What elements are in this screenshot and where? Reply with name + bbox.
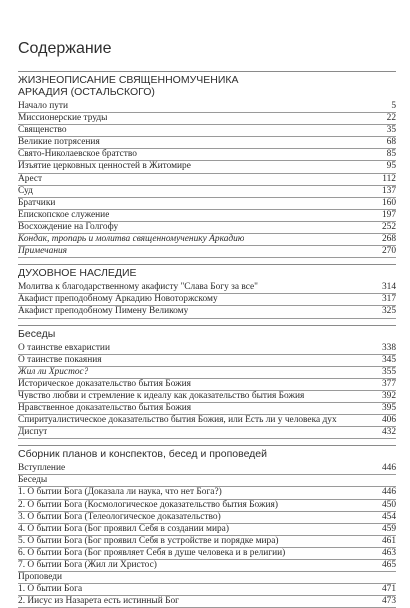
toc-entry-title: Священство: [18, 125, 67, 136]
toc-entry-page: 35: [386, 125, 396, 136]
toc-entry-title: Акафист преподобному Пимену Великому: [18, 306, 189, 317]
toc-entry: [18, 391, 396, 403]
toc-entry-page: 270: [381, 246, 396, 257]
toc-entry: [18, 137, 396, 149]
toc-entry: [18, 198, 396, 210]
toc-entry-title: Проповеди: [18, 572, 63, 583]
toc-entry-title: Начало пути: [18, 101, 69, 111]
toc-entry-page: 454: [381, 511, 396, 522]
toc-entry-page: 338: [381, 342, 396, 353]
section-heading: [18, 71, 396, 98]
section-heading: [18, 445, 396, 460]
toc-entry: [18, 596, 396, 608]
toc-entry-page: 22: [386, 113, 396, 124]
toc-entry-title: Кондак, тропарь и молитва священномученику Аркадию: [18, 234, 245, 245]
toc-entry-page: 252: [381, 221, 396, 232]
toc-entry: [18, 294, 396, 306]
toc-entry: [18, 463, 396, 475]
toc-entry: [18, 367, 396, 379]
toc-entry-page: 473: [381, 596, 396, 607]
toc-entry: [18, 174, 396, 186]
toc-entry: [18, 524, 396, 536]
section-heading: [18, 264, 396, 279]
toc-entry: [18, 355, 396, 367]
toc-entry-title: О таинстве покаяния: [18, 354, 102, 365]
toc-entry-page: 463: [381, 547, 396, 558]
toc-entry-title: Вступление: [18, 463, 66, 474]
toc-entry-title: 1. О бытии Бога: [18, 584, 83, 595]
section-heading: [18, 325, 396, 340]
toc-entry: [18, 210, 396, 222]
toc-entry-page: 325: [381, 306, 396, 317]
toc-entry: [18, 500, 396, 512]
section-heading-line: ЖИЗНЕОПИСАНИЕ СВЯЩЕННОМУЧЕНИКА: [18, 74, 239, 86]
toc-entry-title: Епископское служение: [18, 209, 110, 220]
toc-entry-page: 465: [381, 560, 396, 570]
toc-entry: [18, 572, 396, 584]
toc-entry-page: 268: [381, 234, 396, 245]
toc-entry: [18, 403, 396, 415]
toc-entry-page: 85: [386, 149, 396, 160]
toc-entry-page: 345: [381, 354, 396, 365]
toc-entry: [18, 234, 396, 246]
toc-entry-title: 7. О бытии Бога (Жил ли Христос): [18, 560, 157, 570]
section-heading-line: АРКАДИЯ (ОСТАЛЬСКОГО): [18, 86, 155, 98]
toc-entry-page: 392: [381, 390, 396, 401]
toc-entry-title: 1. О бытии Бога (Доказала ли наука, что нет Бога?): [18, 487, 222, 498]
toc-entry-title: 3. О бытии Бога (Телеологическое доказательство): [18, 511, 221, 522]
toc-entry: [18, 282, 396, 294]
toc-entry-title: Свято-Николаевское братство: [18, 149, 137, 160]
toc-entry: [18, 246, 396, 258]
toc-entry-title: Диспут: [18, 427, 48, 438]
toc-entry-title: Жил ли Христос?: [18, 366, 89, 377]
section-heading-line: Беседы: [18, 327, 56, 340]
toc-entry-title: Примечания: [18, 246, 68, 257]
toc-entry-page: 137: [381, 185, 396, 196]
toc-entry-title: Изъятие церковных ценностей в Житомире: [18, 161, 191, 172]
toc-entry-page: 461: [381, 535, 396, 546]
toc-entry: [18, 560, 396, 572]
toc-entry-page: 446: [381, 487, 396, 498]
toc-entry: [18, 343, 396, 355]
toc-entry-title: О таинстве евхаристии: [18, 342, 110, 353]
toc-section: [18, 325, 396, 440]
toc-sections: [18, 71, 396, 608]
toc-entry-title: 5. О бытии Бога (Бог проявил Себя в устройстве и порядке мира): [18, 535, 279, 546]
toc-entry-page: 197: [381, 209, 396, 220]
toc-entry-page: 317: [381, 294, 396, 305]
toc-section: [18, 264, 396, 318]
toc-entry-page: 5: [391, 101, 396, 111]
toc-entry-title: Историческое доказательство бытия Божия: [18, 378, 191, 389]
toc-entry-title: Суд: [18, 185, 33, 196]
toc-entry: [18, 101, 396, 113]
toc-entry: [18, 487, 396, 499]
toc-entry-page: 314: [381, 282, 396, 293]
toc-entry-title: Молитва к благодарственному акафисту "Слава Богу за все": [18, 282, 258, 293]
toc-entry-title: Восхождение на Голгофу: [18, 221, 119, 232]
toc-entry: [18, 512, 396, 524]
toc-entry: [18, 584, 396, 596]
toc-entry-page: 95: [386, 161, 396, 172]
toc-entry: [18, 161, 396, 173]
toc-entry-page: 471: [381, 584, 396, 595]
toc-entry-page: 112: [382, 173, 396, 184]
toc-entry-page: 432: [381, 427, 396, 438]
toc-section: [18, 445, 396, 608]
toc-entry: [18, 222, 396, 234]
toc-entry: [18, 536, 396, 548]
toc-section: [18, 71, 396, 258]
toc-entry-page: 68: [386, 137, 396, 148]
toc-entry: [18, 149, 396, 161]
page-title: Содержание: [18, 40, 112, 57]
toc-entry-page: 377: [381, 378, 396, 389]
section-heading-line: ДУХОВНОЕ НАСЛЕДИЕ: [18, 267, 137, 280]
toc-entry-page: 160: [381, 197, 396, 208]
toc-entry-title: Нравственное доказательство бытия Божия: [18, 402, 192, 413]
toc-entry: [18, 306, 396, 318]
toc-entry-title: 2. О бытии Бога (Космологическое доказательство бытия Божия): [18, 499, 278, 510]
toc-entry: [18, 427, 396, 439]
toc-entry: [18, 113, 396, 125]
toc-entry: [18, 548, 396, 560]
toc-entry-title: Акафист преподобному Аркадию Новоторжскому: [18, 294, 218, 305]
toc-entry: [18, 415, 396, 427]
toc-entry-title: Братчики: [18, 197, 56, 208]
toc-entry-page: 355: [381, 366, 396, 377]
toc-entry-page: 450: [381, 499, 396, 510]
toc-entry-title: 4. О бытии Бога (Бог проявил Себя в создании мира): [18, 523, 229, 534]
toc-entry: [18, 125, 396, 137]
toc-entry: [18, 475, 396, 487]
toc-entry-title: Арест: [18, 173, 43, 184]
toc-entry-page: 406: [381, 415, 396, 426]
toc-entry-title: 2. Иисус из Назарета есть истинный Бог: [18, 596, 179, 607]
toc-entry-title: Чувство любви и стремление к идеалу как доказательство бытия Божия: [18, 390, 305, 401]
toc-entry-page: 446: [381, 463, 396, 474]
toc-entry-page: 459: [381, 523, 396, 534]
toc-entry-title: 6. О бытии Бога (Бог проявляет Себя в душе человека и в религии): [18, 547, 286, 558]
toc-entry-title: Беседы: [18, 475, 48, 486]
toc-entry: [18, 379, 396, 391]
toc-entry-title: Миссионерские труды: [18, 113, 108, 124]
toc-entry-title: Спиритуалистическое доказательство бытия Божия, или Есть ли у человека дух: [18, 415, 337, 426]
toc-entry-title: Великие потрясения: [18, 137, 100, 148]
section-heading-line: Сборник планов и конспектов, бесед и проповедей: [18, 448, 268, 461]
toc-entry: [18, 186, 396, 198]
table-of-contents: [18, 40, 396, 608]
toc-entry-page: 395: [381, 402, 396, 413]
